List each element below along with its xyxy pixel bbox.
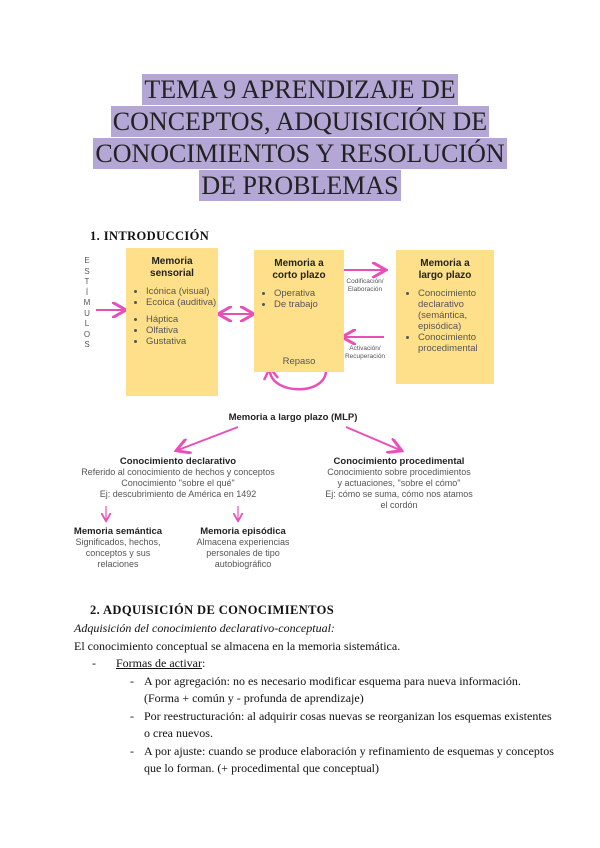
page-title [60,74,540,202]
memory-diagram [68,244,538,589]
bullet-reestructuracion: - Por reestructuración: al adquirir cosas nuevas se reorganizan los esquemas existentes o crea nuevos. [130,708,552,740]
box-memoria-largo-plazo: Memoria a largo plazo • Conocimiento declarativo (semántica, episódica) • Conocimiento procedimental [396,250,494,384]
bullet-agregacion: - A por agregación: no es necesario modificar esquema para nueva información. (Forma + común y - profunda de aprendizaje) [130,673,521,705]
activacion-label: Activación/ Recuperación [344,345,386,360]
title-line-1: TEMA 9 APRENDIZAJE DE [144,75,456,104]
box-memoria-sensorial: Memoria sensorial • Icónica (visual) • Ecoica (auditiva) • Háptica • Olfativa • Gustativa [126,248,218,396]
estimulos-label: E S T Í M U L O S [83,256,91,349]
procedimental-block: Conocimiento procedimental Conocimiento sobre procedimientos y actuaciones, "sobre el cómo" Ej: cómo se suma, cómo nos atamos el cordón [325,456,473,510]
formas-item: - Formas de activar: [92,656,206,670]
semantica-block: Memoria semántica Significados, hechos, conceptos y sus relaciones [73,526,163,569]
title-line-3: CONOCIMIENTOS Y RESOLUCIÓN [95,139,505,168]
codificacion-label: Codificación/ Elaboración [346,278,384,293]
arrow-declarativo [178,427,238,450]
body-text [74,620,554,778]
box-memoria-corto-plazo: Memoria a corto plazo • Operativa • De trabajo Repaso [254,250,344,372]
section-heading-1: 1. INTRODUCCIÓN [90,229,210,243]
paragraph-2: El conocimiento conceptual se almacena en la memoria sistemática. [74,638,401,653]
episodica-block: Memoria episódica Almacena experiencias personales de tipo autobiográfico [196,526,290,569]
title-line-4: DE PROBLEMAS [201,171,399,200]
paragraph-1: Adquisición del conocimiento declarativo-conceptual: [74,621,335,635]
declarativo-block: Conocimiento declarativo Referido al conocimiento de hechos y conceptos Conocimiento "sobre el qué" Ej: descubrimiento de América en 1492 [81,456,275,499]
arrow-procedimental [346,427,400,450]
mlp-heading: Memoria a largo plazo (MLP) [228,412,358,423]
title-line-2: CONCEPTOS, ADQUISICIÓN DE [112,107,488,136]
arrow-repaso [270,372,326,389]
section-heading-2: 2. ADQUISICIÓN DE CONOCIMIENTOS [90,603,335,617]
bullet-ajuste: - A por ajuste: cuando se produce elaboración y refinamiento de esquemas y conceptos que lo forman. (+ procedimental que conceptual) [130,743,554,775]
